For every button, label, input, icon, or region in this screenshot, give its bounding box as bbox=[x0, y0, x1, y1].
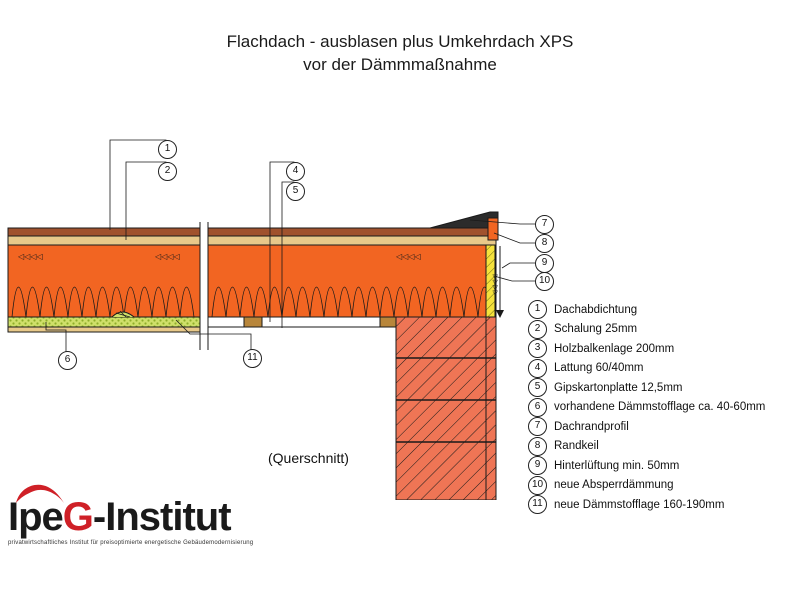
legend-label: Holzbalkenlage 200mm bbox=[554, 342, 675, 355]
callout-6: 6 bbox=[58, 351, 77, 370]
legend bbox=[528, 300, 790, 515]
title-line-2: vor der Dämmmaßnahme bbox=[303, 55, 497, 74]
page-title bbox=[0, 30, 800, 76]
legend-number: 6 bbox=[528, 398, 547, 417]
title-line-1: Flachdach - ausblasen plus Umkehrdach XPS bbox=[226, 32, 574, 51]
callout-4: 4 bbox=[286, 162, 305, 181]
legend-number: 3 bbox=[528, 339, 547, 358]
legend-label: neue Absperrdämmung bbox=[554, 479, 674, 492]
logo-text-ipe: Ipe bbox=[8, 495, 63, 539]
callout-1: 1 bbox=[158, 140, 177, 159]
legend-label: Randkeil bbox=[554, 440, 599, 453]
legend-item bbox=[528, 398, 790, 418]
ipeg-institut-logo bbox=[8, 495, 308, 546]
legend-item bbox=[528, 339, 790, 359]
legend-item bbox=[528, 495, 790, 515]
legend-label: Schalung 25mm bbox=[554, 323, 638, 336]
callout-2: 2 bbox=[158, 162, 177, 181]
callout-5: 5 bbox=[286, 182, 305, 201]
logo-subtitle: privatwirtschaftliches Institut für preisoptimierte energetische Gebäudemodernisierung bbox=[8, 540, 254, 546]
callout-7: 7 bbox=[535, 215, 554, 234]
svg-text:◁◁◁◁: ◁◁◁◁ bbox=[18, 252, 43, 261]
legend-number: 5 bbox=[528, 378, 547, 397]
legend-number: 9 bbox=[528, 456, 547, 475]
legend-label: Lattung 60/40mm bbox=[554, 362, 644, 375]
legend-item bbox=[528, 437, 790, 457]
legend-number: 1 bbox=[528, 300, 547, 319]
callout-8: 8 bbox=[535, 234, 554, 253]
legend-number: 11 bbox=[528, 495, 547, 514]
callout-9: 9 bbox=[535, 254, 554, 273]
legend-label: Hinterlüftung min. 50mm bbox=[554, 459, 680, 472]
legend-label: Gipskartonplatte 12,5mm bbox=[554, 381, 683, 394]
legend-item bbox=[528, 456, 790, 476]
legend-number: 2 bbox=[528, 320, 547, 339]
legend-label: Dachrandprofil bbox=[554, 420, 629, 433]
legend-label: Dachabdichtung bbox=[554, 303, 638, 316]
section-caption: (Querschnitt) bbox=[268, 450, 349, 466]
legend-item bbox=[528, 359, 790, 379]
svg-text:◁◁◁◁: ◁◁◁◁ bbox=[155, 252, 180, 261]
legend-item bbox=[528, 320, 790, 340]
legend-number: 4 bbox=[528, 359, 547, 378]
logo-text-institut: -Institut bbox=[92, 495, 231, 539]
legend-item bbox=[528, 300, 790, 320]
legend-item bbox=[528, 476, 790, 496]
legend-number: 7 bbox=[528, 417, 547, 436]
callout-10: 10 bbox=[535, 272, 554, 291]
logo-text-g: G bbox=[62, 495, 93, 539]
legend-label: vorhandene Dämmstofflage ca. 40-60mm bbox=[554, 401, 766, 414]
legend-item bbox=[528, 417, 790, 437]
svg-text:◁◁◁◁: ◁◁◁◁ bbox=[492, 274, 499, 296]
legend-number: 8 bbox=[528, 437, 547, 456]
legend-label: neue Dämmstofflage 160-190mm bbox=[554, 498, 725, 511]
legend-item bbox=[528, 378, 790, 398]
logo-swoosh-icon bbox=[14, 481, 66, 507]
svg-text:◁◁◁◁: ◁◁◁◁ bbox=[396, 252, 421, 261]
legend-number: 10 bbox=[528, 476, 547, 495]
callout-11: 11 bbox=[243, 349, 262, 368]
